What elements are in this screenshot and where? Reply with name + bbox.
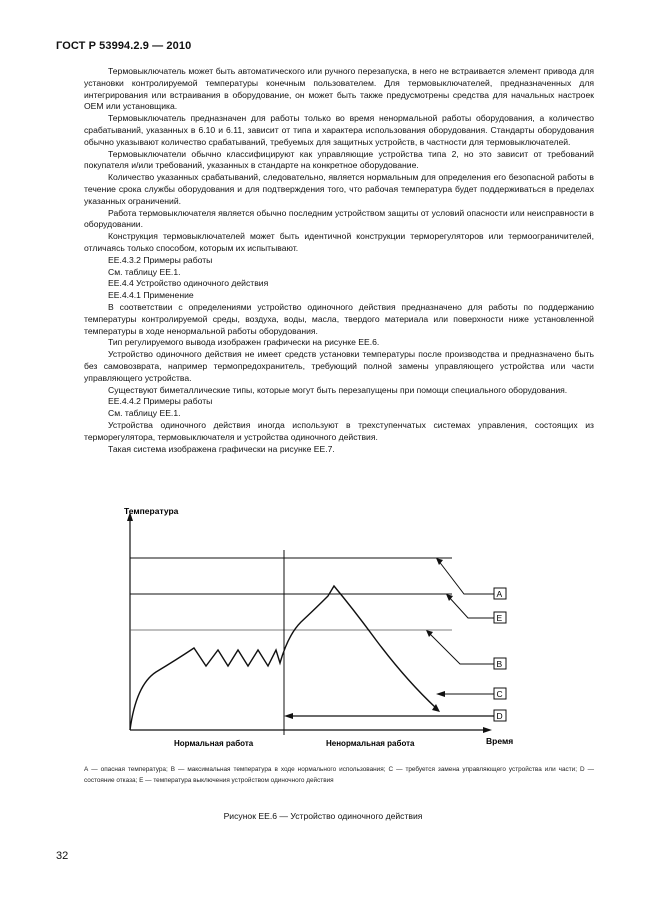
failure-arrow <box>284 713 293 719</box>
y-axis-label: Температура <box>124 506 179 516</box>
temperature-curve <box>130 586 436 730</box>
paragraph: В соответствии с определениями устройство одиночного действия предназначено для работы по поддержанию температуры контролируемой среды, воздуха, воды, масла, твердого материала или поверхности ниже установленной температуры в ходе ненормальной работы оборудования. <box>84 301 594 336</box>
marker-e: E <box>496 613 503 623</box>
document-header: ГОСТ Р 53994.2.9 — 2010 <box>56 40 192 52</box>
page-number: 32 <box>56 850 69 862</box>
leader-a <box>438 560 494 594</box>
marker-a: A <box>496 589 503 599</box>
figure-ee6 <box>76 500 546 762</box>
paragraph: Существуют биметаллические типы, которые могут быть перезапущены при помощи специального оборудования. <box>108 384 568 395</box>
paragraph: Термовыключатель предназначен для работы только во время ненормальной работы оборудования, а количество срабатываний, указанных в 6.10 и 6.11, зависит от типа и характера использования оборудования. Стандарты оборудования обычно указывают количество срабатываний, требуемых для защитных устройств, в частности для термовыключателей. <box>84 113 594 147</box>
marker-c: C <box>496 689 503 699</box>
paragraph: Устройства одиночного действия иногда используют в трехступенчатых системах управления, состоящих из терморегулятора, термовыключателя и устройства одиночного действия. <box>84 419 594 442</box>
table-reference: См. таблицу ЕЕ.1. <box>108 408 181 419</box>
paragraph: Устройство одиночного действия не имеет средств установки температуры после производства и предназначено быть без самовозврата, например термопредохранитель, требующий полной замены управляющего устройства или части управляющего устройства. <box>84 349 594 383</box>
marker-d: D <box>496 711 503 721</box>
table-reference: См. таблицу ЕЕ.1. <box>108 266 181 277</box>
x-axis-label: Время <box>486 736 514 746</box>
paragraph: Конструкция термовыключателей может быть идентичной конструкции терморегуляторов или термоограничителей, отличаясь только способом, которым их испытывают. <box>84 231 594 253</box>
paragraph: Термовыключатель может быть автоматического или ручного перезапуска, в него не встраивается элемент привода для установки контролируемой температуры конечным пользователем. Для термовыключателей, предназначенных для интегрирования или встраивания в оборудование, он может быть также предусмотрены средства для начальных настроек ОЕМ или установщика. <box>84 66 594 112</box>
leader-a-arrow <box>436 558 443 565</box>
temperature-diagram <box>76 500 546 762</box>
x-axis-arrow <box>483 727 492 733</box>
body-text <box>84 66 594 455</box>
figure-title: Рисунок ЕЕ.6 — Устройство одиночного действия <box>223 811 423 821</box>
paragraph: Термовыключатели обычно классифицируют как управляющие устройства типа 2, но это зависит от требований покупателя и/или требований, указанных в стандарте на конкретное оборудование. <box>84 148 594 171</box>
section-heading: ЕЕ.4.4 Устройство одиночного действия <box>108 278 269 289</box>
marker-b: B <box>496 659 503 669</box>
paragraph: Количество указанных срабатываний, следовательно, является нормальным для определения его безопасной работы в течение срока службы оборудования и для подтверждения того, что рабочая температура будет поддерживаться в пределах указанных ограничений. <box>84 172 594 206</box>
leader-c-arrow <box>436 691 445 697</box>
section-heading: ЕЕ.4.4.1 Применение <box>108 290 194 301</box>
section-heading: ЕЕ.4.3.2 Примеры работы <box>108 254 213 265</box>
leader-e <box>448 596 494 618</box>
figure-legend: А — опасная температура; В — максимальная температура в ходе нормального использования; С — требуется замена управляющего устройства или части; D — состояние отказа; Е — температура выключения устройством одиночного действия <box>84 766 594 784</box>
leader-b <box>428 632 494 664</box>
section-heading: ЕЕ.4.4.2 Примеры работы <box>108 396 213 407</box>
paragraph: Работа термовыключателя является обычно последним устройством защиты от условий опасности или неисправности в оборудовании. <box>84 207 594 230</box>
paragraph: Такая система изображена графически на рисунке ЕЕ.7. <box>108 443 335 454</box>
region-normal-label: Нормальная работа <box>174 739 254 748</box>
region-abnormal-label: Ненормальная работа <box>326 739 415 748</box>
paragraph: Тип регулируемого вывода изображен графически на рисунке ЕЕ.6. <box>108 337 380 348</box>
